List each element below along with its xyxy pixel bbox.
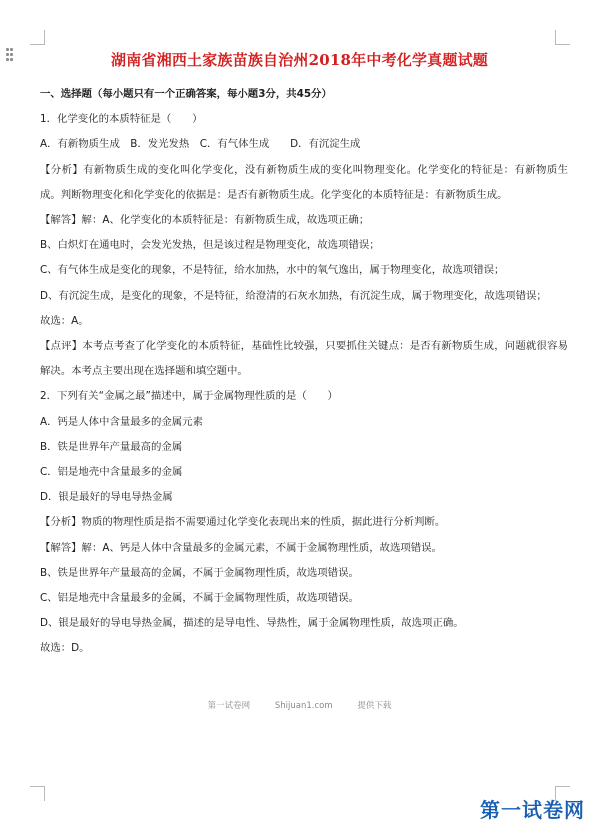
- document-body: [40, 82, 568, 662]
- question-1-comment: 【点评】本考点考查了化学变化的本质特征，基础性比较强，只要抓住关键点：是否有新物质生成，问题就很容易解决。本考点主要出现在选择题和填空题中。: [40, 340, 568, 378]
- crop-mark-top-left: [30, 30, 45, 45]
- question-2-option-a: A．钙是人体中含量最多的金属元素: [40, 415, 203, 428]
- footer-site-name: 第一试卷网: [207, 701, 251, 711]
- question-2-option-b: B．铁是世界年产量最高的金属: [40, 440, 183, 453]
- document-title: 湖南省湘西土家族苗族自治州2018年中考化学真题试题: [111, 51, 488, 69]
- question-1-solution-b: B、白炽灯在通电时，会发光发热，但是该过程是物理变化，故选项错误；: [40, 239, 380, 252]
- question-1-stem: 1．化学变化的本质特征是（ ）: [40, 113, 203, 126]
- question-1-options: A．有新物质生成 B．发光发热 C．有气体生成 D．有沉淀生成: [40, 138, 361, 151]
- crop-mark-bottom-left: [30, 786, 45, 801]
- question-2-solution-d: D、银是最好的导电导热金属，描述的是导电性、导热性，属于金属物理性质，故选项正确。: [40, 617, 464, 630]
- question-2-stem: 2．下列有关“金属之最”描述中，属于金属物理性质的是（ ）: [40, 390, 338, 403]
- question-1-solution: 【解答】解：A、化学变化的本质特征是：有新物质生成，故选项正确；: [40, 214, 370, 227]
- question-2-solution-b: B、铁是世界年产量最高的金属，不属于金属物理性质，故选项错误。: [40, 566, 359, 579]
- question-1-solution-d: D、有沉淀生成，是变化的现象，不是特征，给澄清的石灰水加热，有沉淀生成，属于物理变化，故选项错误；: [40, 289, 547, 302]
- question-1-solution-c: C、有气体生成是变化的现象，不是特征，给水加热，水中的氧气逸出，属于物理变化，故选项错误；: [40, 264, 505, 277]
- question-1-analysis: 【分析】有新物质生成的变化叫化学变化，没有新物质生成的变化叫物理变化。化学变化的特征是：有新物质生成。判断物理变化和化学变化的依据是：是否有新物质生成。化学变化的本质特征是：有新物质生成。: [40, 163, 568, 201]
- question-2-analysis: 【分析】物质的物理性质是指不需要通过化学变化表现出来的性质，据此进行分析判断。: [40, 516, 446, 529]
- section-heading: 一、选择题（每小题只有一个正确答案，每小题3分，共45分）: [40, 88, 332, 100]
- question-2-answer: 故选：D。: [40, 642, 90, 655]
- question-1-answer: 故选：A。: [40, 314, 89, 327]
- brand-watermark: 第一试卷网: [480, 798, 585, 822]
- footer-note: 提供下载: [357, 701, 392, 711]
- question-2-solution-c: C、铝是地壳中含量最多的金属，不属于金属物理性质，故选项错误。: [40, 592, 359, 605]
- page-footer: [0, 699, 599, 711]
- question-2-option-d: D．银是最好的导电导热金属: [40, 491, 173, 504]
- crop-mark-top-right: [555, 30, 570, 45]
- question-2-solution: 【解答】解：A、钙是人体中含量最多的金属元素，不属于金属物理性质，故选项错误。: [40, 541, 442, 554]
- footer-site-url[interactable]: Shijuan1.com: [274, 701, 333, 711]
- question-2-option-c: C．铝是地壳中含量最多的金属: [40, 466, 183, 479]
